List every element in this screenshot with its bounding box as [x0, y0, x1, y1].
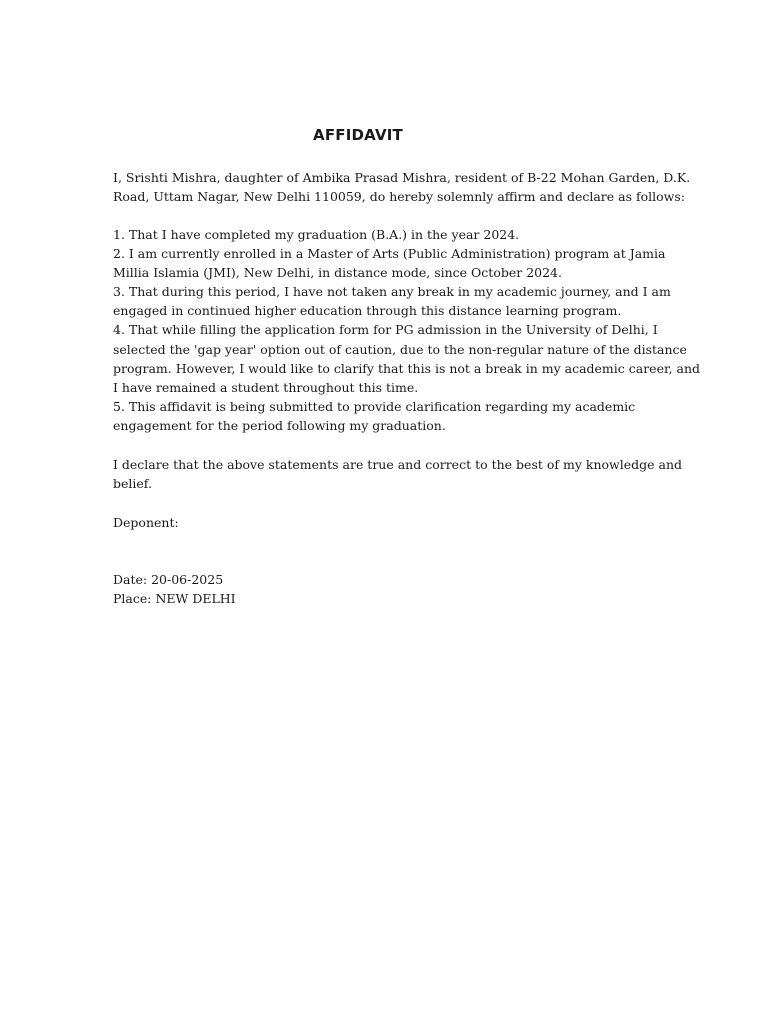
numbered-points: [113, 225, 701, 435]
date-line: Date: 20-06-2025: [113, 572, 224, 587]
place-line: Place: NEW DELHI: [113, 591, 236, 606]
point-line: I have remained a student throughout this time.: [113, 379, 419, 395]
intro-line: I, Srishti Mishra, daughter of Ambika Prasad Mishra, resident of B-22 Mohan Garden, D.K.: [113, 170, 691, 185]
point-line: engagement for the period following my graduation.: [113, 417, 446, 433]
intro-line: Road, Uttam Nagar, New Delhi 110059, do hereby solemnly affirm and declare as follows:: [113, 189, 685, 205]
point-line: selected the 'gap year' option out of caution, due to the non-regular nature of the distance: [113, 341, 687, 357]
point-line: 2. I am currently enrolled in a Master of Arts (Public Administration) program at Jamia: [113, 246, 666, 262]
document-title: AFFIDAVIT: [313, 126, 403, 144]
point-line: 1. That I have completed my graduation (B.A.) in the year 2024.: [113, 227, 520, 242]
point-line: program. However, I would like to clarify that this is not a break in my academic career, and: [113, 360, 701, 376]
point-line: 5. This affidavit is being submitted to provide clarification regarding my academic: [113, 398, 636, 414]
point-line: engaged in continued higher education through this distance learning program.: [113, 303, 622, 319]
declaration-paragraph: [113, 455, 682, 493]
point-line: Millia Islamia (JMI), New Delhi, in distance mode, since October 2024.: [113, 265, 562, 281]
declaration-line: belief.: [113, 476, 152, 492]
point-line: 3. That during this period, I have not taken any break in my academic journey, and I am: [113, 284, 671, 300]
deponent-label: Deponent:: [113, 515, 179, 530]
point-line: 4. That while filling the application form for PG admission in the University of Delhi, I: [113, 322, 658, 338]
intro-paragraph: [113, 168, 691, 206]
declaration-line: I declare that the above statements are true and correct to the best of my knowledge and: [113, 457, 682, 472]
